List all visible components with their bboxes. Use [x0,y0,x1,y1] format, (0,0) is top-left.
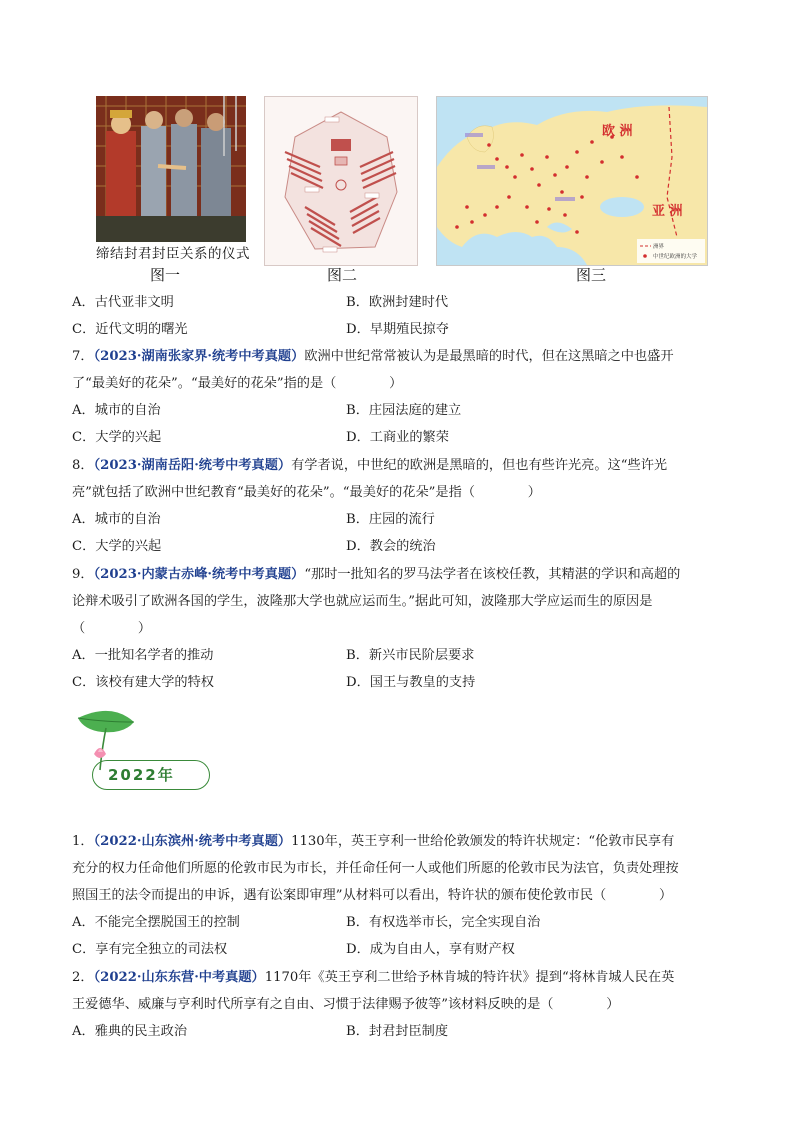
q7-source: （2023·湖南张家界·统考中考真题） [93,349,305,364]
europe-map-illustration [437,97,707,265]
figure-1-label: 图一 [150,266,181,284]
q2022-2-option-b: B．封君封臣制度 [346,1024,449,1039]
figure-1-caption: 缔结封君封臣关系的仪式 [96,246,250,262]
q6-option-d: D．早期殖民掠夺 [346,322,449,337]
q2022-1-option-d: D．成为自由人，享有财产权 [346,942,515,957]
q2022-2-number: 2． [72,970,94,985]
q9-stem-line-1 [72,565,680,585]
q9-option-c: C．该校有建大学的特权 [72,675,214,690]
q7-stem-line-1 [72,347,674,367]
q8-option-c: C．大学的兴起 [72,539,162,554]
map-legend-border: 洲界 [653,244,665,250]
q9-option-b: B．新兴市民阶层要求 [346,648,475,663]
q8-stem-line-1 [72,456,667,476]
q9-option-d: D．国王与教皇的支持 [346,675,476,690]
q9-number: 9． [72,567,94,582]
q2022-2-stem-line-2: 王爱德华、威廉与亨利时代所享有之自由、习惯于法律赐予彼等”该材料反映的是（ ） [72,997,620,1012]
q8-number: 8． [72,458,94,473]
q6-option-b: B．欧洲封建时代 [346,295,449,310]
q2022-1-option-a: A．不能完全摆脱国王的控制 [72,915,240,930]
q2022-2-text-1: 1170年《英王亨利二世给予林肯城的特许状》提到“将林肯城人民在英 [264,970,675,985]
q8-source: （2023·湖南岳阳·统考中考真题） [93,458,292,473]
figure-2-label: 图二 [327,266,358,284]
painting-illustration [96,96,246,242]
q7-option-a: A．城市的自治 [72,403,161,418]
q9-stem-line-2: 论辩术吸引了欧洲各国的学生，波隆那大学也就应运而生。”据此可知，波隆那大学应运而生的原因是 [72,594,653,609]
q8-option-d: D．教会的统治 [346,539,436,554]
map-asia-label: 亚 洲 [652,204,683,219]
q2022-2-stem-line-1 [72,968,674,988]
q8-option-a: A．城市的自治 [72,512,161,527]
europe-universities-map [436,96,708,266]
map-europe-label: 欧 洲 [602,124,633,139]
year-heading: 2022年 [108,766,175,784]
q9-option-a: A．一批知名学者的推动 [72,648,214,663]
q8-text-1: 有学者说，中世纪的欧洲是黑暗的，但也有些许光亮。这“些许光 [291,458,668,473]
q9-stem-line-3: （ ） [72,621,152,636]
figure-3-label: 图三 [576,266,607,284]
q2022-2-option-a: A．雅典的民主政治 [72,1024,188,1039]
q2022-1-stem-line-2: 充分的权力任命他们所愿的伦敦市民为市长，并任命任何一人或他们所愿的伦敦市民为法官，负责处理按 [72,861,679,876]
manor-plan-illustration [265,97,417,265]
q6-option-c: C．近代文明的曙光 [72,322,188,337]
q7-option-b: B．庄园法庭的建立 [346,403,462,418]
q8-option-b: B．庄园的流行 [346,512,435,527]
q2022-1-number: 1． [72,834,94,849]
q7-number: 7． [72,349,94,364]
q2022-1-text-1: 1130年，英王亨利一世给伦敦颁发的特许状规定：“伦敦市民享有 [291,834,675,849]
q7-option-c: C．大学的兴起 [72,430,162,445]
q2022-1-source: （2022·山东滨州·统考中考真题） [93,834,292,849]
q7-option-d: D．工商业的繁荣 [346,430,449,445]
q2022-1-stem-line-1 [72,832,674,852]
q2022-2-source: （2022·山东东营·中考真题） [93,970,265,985]
q2022-1-option-c: C．享有完全独立的司法权 [72,942,228,957]
q2022-1-option-b: B．有权选举市长，完全实现自治 [346,915,541,930]
q8-stem-line-2: 亮”就包括了欧洲中世纪教育“最美好的花朵”。“最美好的花朵”是指（ ） [72,485,541,500]
manor-plan-diagram [264,96,418,266]
q6-option-a: A．古代亚非文明 [72,295,174,310]
map-legend-university: 中世纪欧洲的大学 [653,254,698,260]
q9-text-1: “那时一批知名的罗马法学者在该校任教，其精湛的学识和高超的 [304,567,681,582]
q9-source: （2023·内蒙古赤峰·统考中考真题） [93,567,305,582]
q7-stem-line-2: 了“最美好的花朵”。“最美好的花朵”指的是（ ） [72,376,403,391]
q7-text-1: 欧洲中世纪常常被认为是最黑暗的时代，但在这黑暗之中也盛开 [304,349,674,364]
q2022-1-stem-line-3: 照国王的法令而提出的申诉，遇有讼案即审理”从材料可以看出，特许状的颁布使伦敦市民（ ） [72,888,673,903]
homage-ceremony-painting [96,96,246,242]
